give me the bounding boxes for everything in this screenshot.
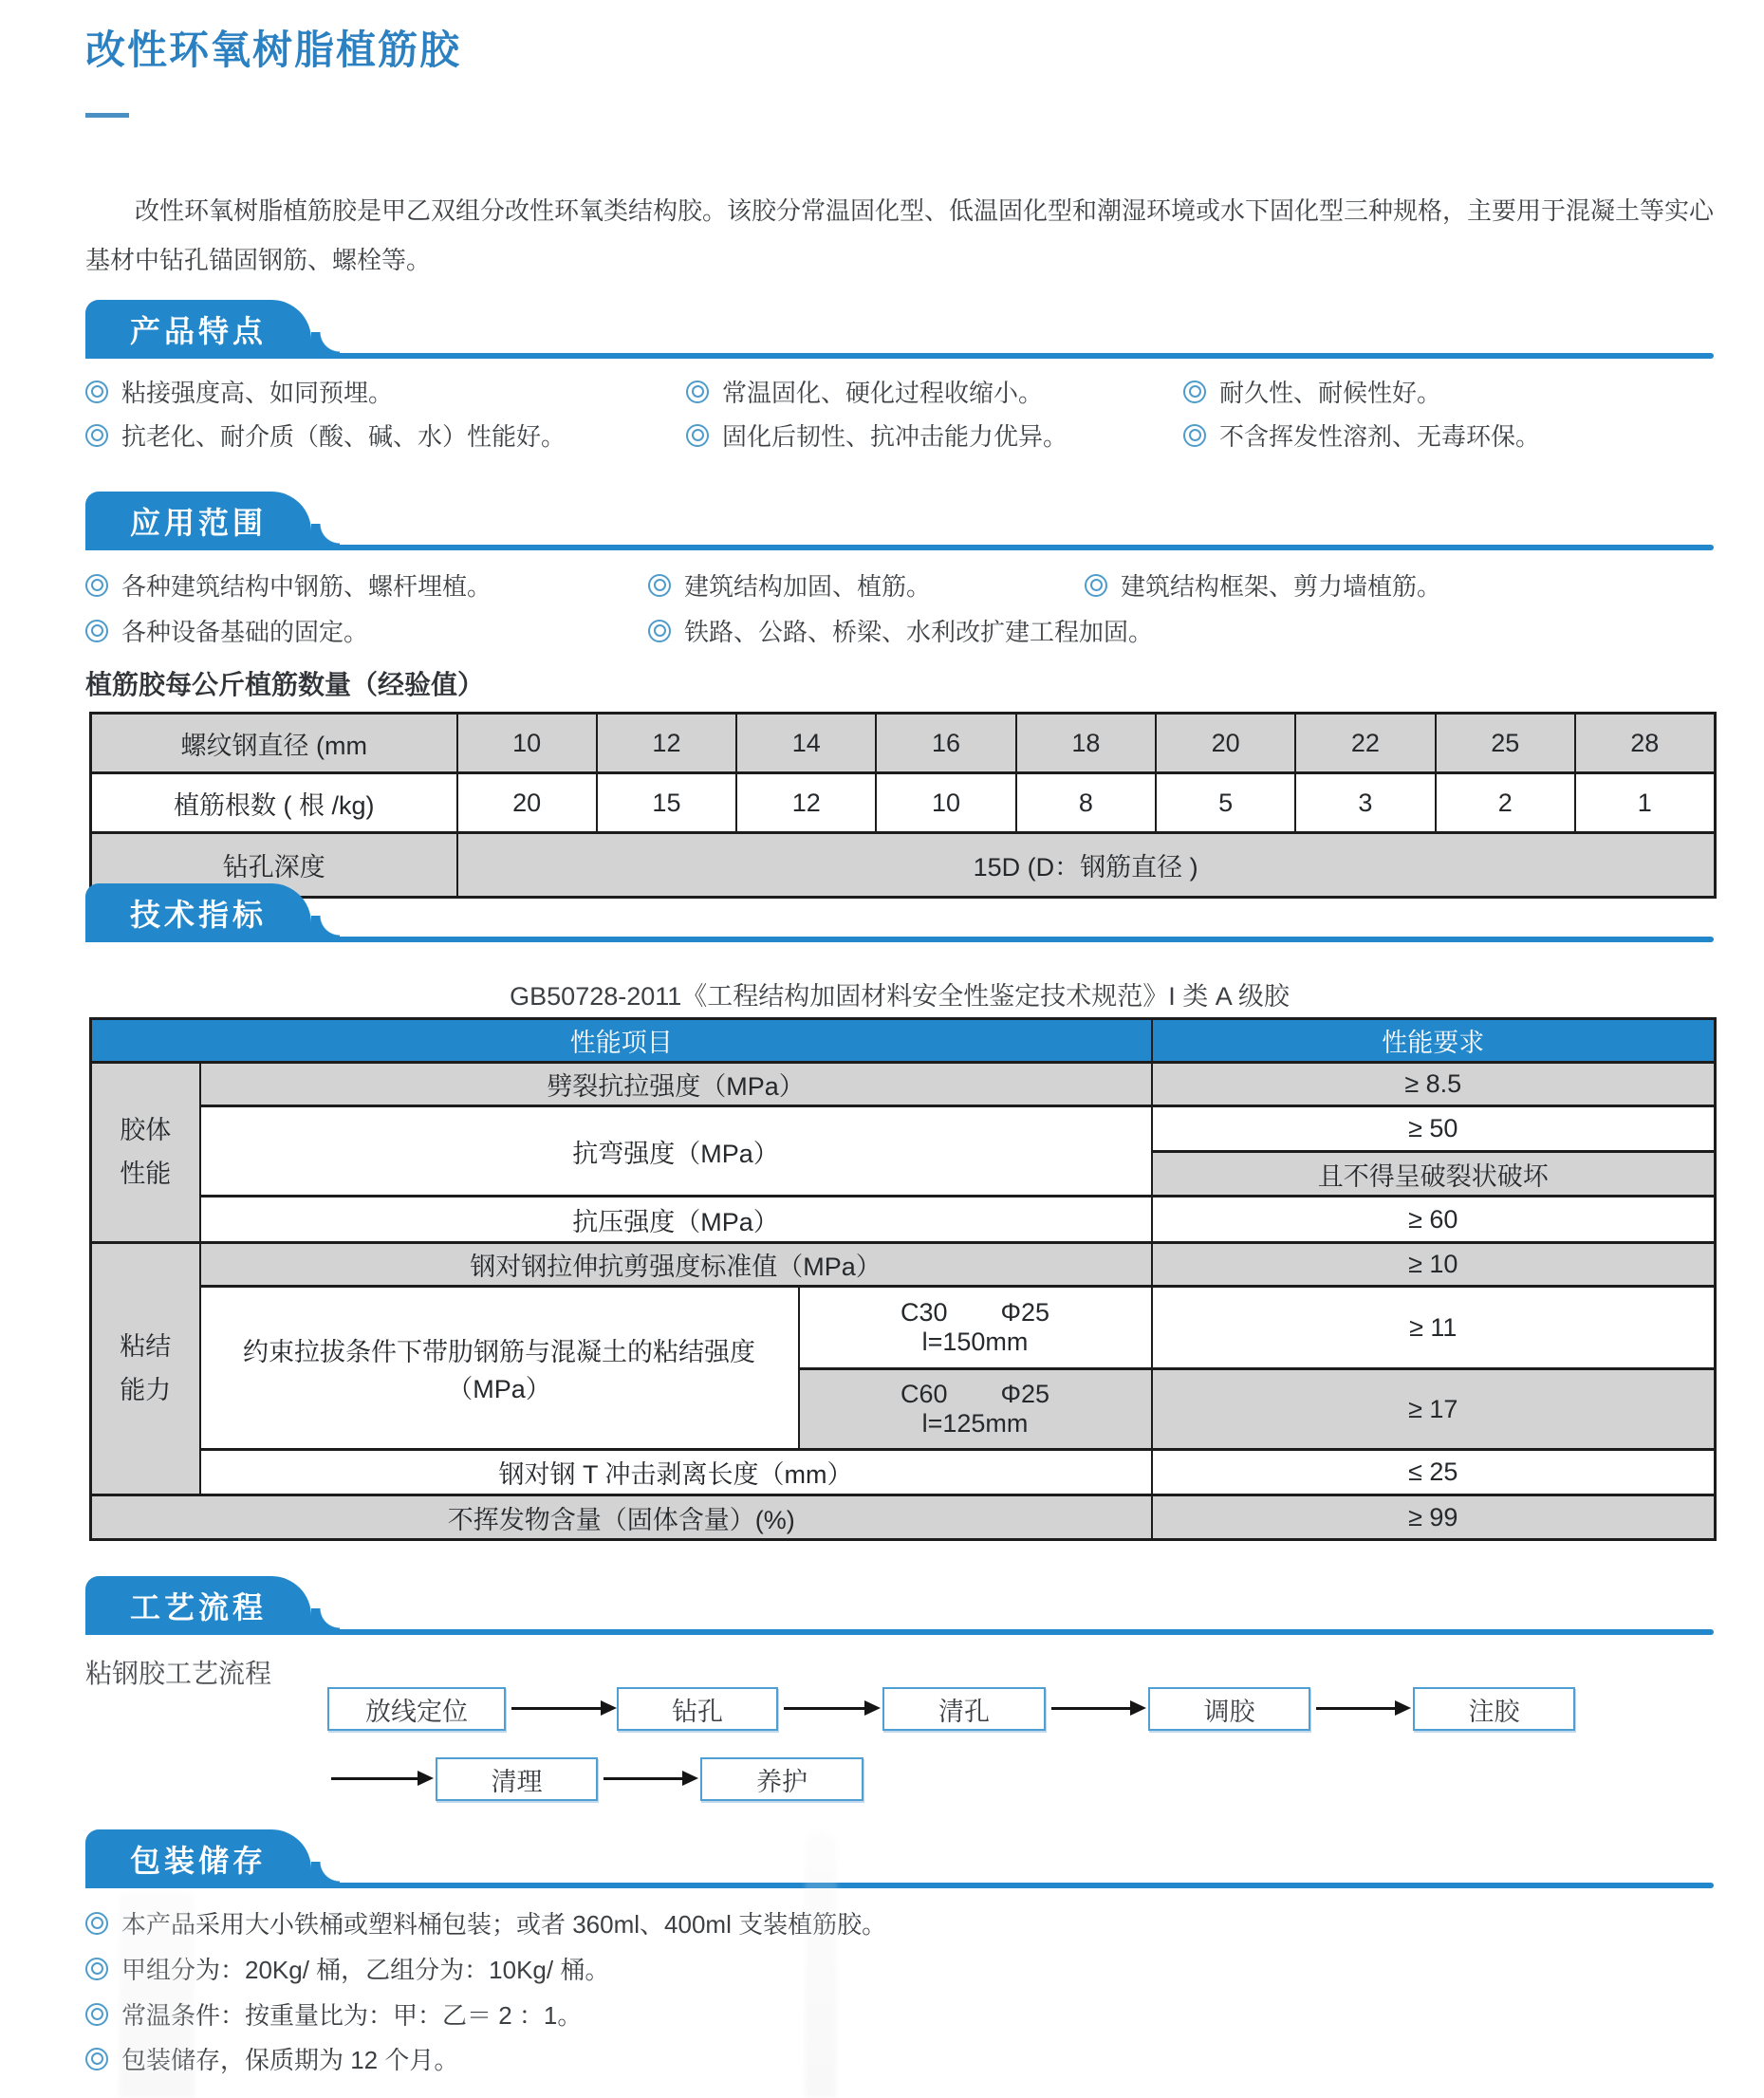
tech-item-cell: 钢对钢拉伸抗剪强度标准值（MPa）: [200, 1243, 1152, 1287]
table-cell: 10: [457, 714, 597, 773]
packaging-text: 包装储存，保质期为 12 个月。: [121, 2046, 459, 2074]
application-item: [648, 613, 1153, 648]
section-heading-applications: [85, 492, 1714, 550]
tech-req-cell: 且不得呈破裂状破坏: [1152, 1152, 1716, 1197]
ring-bullet-icon: [85, 424, 108, 447]
table-cell: 12: [597, 714, 736, 773]
rebar-count-table: [89, 712, 1717, 899]
application-item: [85, 613, 368, 648]
table-row-label: 螺纹钢直径 (mm: [91, 714, 457, 773]
tech-group-cell: [91, 1063, 200, 1243]
section-heading-tech: [85, 883, 1714, 942]
tech-item-cell: 抗弯强度（MPa）: [200, 1106, 1152, 1197]
feature-item: [1183, 418, 1540, 453]
flow-arrow-icon: [784, 1707, 864, 1710]
ring-bullet-icon: [686, 381, 709, 403]
section-heading-features: [85, 300, 1714, 359]
application-text: 建筑结构框架、剪力墙植筋。: [1121, 572, 1442, 601]
cond-grade: C60: [900, 1380, 948, 1408]
packaging-text: 甲组分为：20Kg/ 桶，乙组分为：10Kg/ 桶。: [121, 1956, 610, 1984]
heading-tab: 产品特点: [85, 300, 311, 359]
tech-item-line: 约束拉拔条件下带肋钢筋与混凝土的粘结强度: [243, 1337, 755, 1366]
rebar-table-title: 植筋胶每公斤植筋数量（经验值）: [85, 670, 485, 699]
feature-item: [85, 418, 566, 453]
cond-grade: C30: [900, 1298, 948, 1327]
tech-req-cell: ≥ 11: [1152, 1287, 1716, 1369]
tech-item-cell: 钢对钢 T 冲击剥离长度（mm）: [200, 1450, 1152, 1495]
table-cell: 28: [1575, 714, 1715, 773]
ring-bullet-icon: [85, 2003, 108, 2026]
application-text: 各种建筑结构中钢筋、螺杆埋植。: [121, 572, 492, 601]
flow-step: 清孔: [882, 1687, 1046, 1731]
table-cell: 22: [1295, 714, 1435, 773]
application-text: 铁路、公路、桥梁、水利改扩建工程加固。: [684, 618, 1154, 646]
ring-bullet-icon: [85, 1958, 108, 1980]
section-heading-process: [85, 1576, 1714, 1635]
ring-bullet-icon: [85, 381, 108, 403]
tech-req-cell: ≥ 10: [1152, 1243, 1716, 1287]
tech-cond-cell: [799, 1369, 1152, 1450]
table-cell: 15: [597, 773, 736, 833]
flow-step: 清理: [436, 1757, 598, 1801]
table-cell: 1: [1575, 773, 1715, 833]
cond-line: [806, 1380, 1145, 1409]
intro-paragraph: 改性环氧树脂植筋胶是甲乙双组分改性环氧类结构胶。该胶分常温固化型、低温固化型和潮湿环境或水下固化型三种规格，主要用于混凝土等实心基材中钻孔锚固钢筋、螺栓等。: [85, 196, 1715, 274]
table-cell: 2: [1436, 773, 1575, 833]
ring-bullet-icon: [648, 574, 671, 597]
flow-step: 注胶: [1413, 1687, 1575, 1731]
table-cell: 12: [736, 773, 876, 833]
feature-item: [85, 374, 393, 409]
ring-bullet-icon: [85, 2048, 108, 2070]
standard-note: GB50728-2011《工程结构加固材料安全性鉴定技术规范》I 类 A 级胶: [510, 982, 1290, 1011]
feature-text: 粘接强度高、如同预埋。: [121, 379, 394, 407]
watermark-building: [805, 1831, 837, 2098]
heading-rule: [85, 1629, 1714, 1635]
heading-rule: [85, 545, 1714, 550]
table-cell: 16: [876, 714, 1015, 773]
packaging-text: 常温条件：按重量比为：甲：乙＝ 2 ：1。: [121, 2001, 583, 2030]
table-cell: 10: [876, 773, 1015, 833]
ring-bullet-icon: [1183, 424, 1206, 447]
ring-bullet-icon: [85, 1912, 108, 1935]
application-text: 各种设备基础的固定。: [121, 618, 369, 646]
tech-item-line: （MPa）: [447, 1374, 551, 1403]
heading-tab: 包装储存: [85, 1829, 311, 1888]
ring-bullet-icon: [686, 424, 709, 447]
flow-arrow-icon: [511, 1707, 601, 1710]
table-cell-span: 15D (D：钢筋直径 ): [457, 833, 1716, 898]
feature-item: [1183, 374, 1441, 409]
tech-spec-table: [89, 1017, 1717, 1541]
feature-text: 常温固化、硬化过程收缩小。: [722, 379, 1044, 407]
tech-col-header-item: 性能项目: [91, 1019, 1152, 1063]
heading-rule: [85, 937, 1714, 942]
table-row-label: 钻孔深度: [91, 833, 457, 898]
heading-rule: [85, 353, 1714, 359]
ring-bullet-icon: [85, 574, 108, 597]
tech-group-label: 胶体性能: [120, 1115, 172, 1188]
tech-group-label: 粘结能力: [120, 1331, 172, 1404]
feature-text: 耐久性、耐候性好。: [1219, 379, 1442, 407]
application-item: [648, 567, 931, 603]
table-cell: 5: [1156, 773, 1295, 833]
heading-tab: 技术指标: [85, 883, 311, 942]
tech-item-cell: [200, 1287, 799, 1450]
tech-cond-cell: [799, 1287, 1152, 1369]
tech-item-cell: 劈裂抗拉强度（MPa）: [200, 1063, 1152, 1106]
table-cell: 3: [1295, 773, 1435, 833]
flow-step: 放线定位: [327, 1687, 506, 1731]
flow-subtitle: 粘钢胶工艺流程: [85, 1659, 272, 1688]
table-cell: 18: [1016, 714, 1156, 773]
tech-item-cell: 抗压强度（MPa）: [200, 1197, 1152, 1243]
flow-arrow-icon: [1316, 1707, 1395, 1710]
cond-spec: Φ25: [1000, 1380, 1050, 1408]
tech-req-cell: ≥ 60: [1152, 1197, 1716, 1243]
tech-req-cell: ≤ 25: [1152, 1450, 1716, 1495]
application-text: 建筑结构加固、植筋。: [684, 572, 932, 601]
flow-arrow-icon: [331, 1777, 418, 1780]
application-item: [1085, 567, 1441, 603]
tech-col-header-req: 性能要求: [1152, 1019, 1716, 1063]
tech-req-cell: ≥ 8.5: [1152, 1063, 1716, 1106]
tech-item-cell: 不挥发物含量（固体含量）(%): [91, 1495, 1152, 1540]
ring-bullet-icon: [85, 620, 108, 642]
packaging-item: [85, 1905, 886, 1940]
feature-text: 固化后韧性、抗冲击能力优异。: [722, 422, 1068, 451]
table-cell: 8: [1016, 773, 1156, 833]
flow-step: 钻孔: [617, 1687, 778, 1731]
table-cell: 25: [1436, 714, 1575, 773]
feature-text: 抗老化、耐介质（酸、碱、水）性能好。: [121, 422, 566, 451]
cond-spec: Φ25: [1000, 1298, 1050, 1327]
ring-bullet-icon: [1085, 574, 1107, 597]
cond-length: l=150mm: [921, 1327, 1029, 1356]
feature-text: 不含挥发性溶剂、无毒环保。: [1219, 422, 1541, 451]
packaging-text: 本产品采用大小铁桶或塑料桶包装；或者 360ml、400ml 支装植筋胶。: [121, 1910, 887, 1939]
flow-step: 调胶: [1148, 1687, 1310, 1731]
table-cell: 14: [736, 714, 876, 773]
cond-length: l=125mm: [921, 1409, 1029, 1438]
page-title: 改性环氧树脂植筋胶: [85, 28, 462, 72]
ring-bullet-icon: [1183, 381, 1206, 403]
title-underline-dash: [85, 113, 129, 118]
tech-req-cell: ≥ 17: [1152, 1369, 1716, 1450]
heading-tab: 工艺流程: [85, 1576, 311, 1635]
heading-tab: 应用范围: [85, 492, 311, 550]
flow-arrow-icon: [603, 1777, 682, 1780]
cond-line: [806, 1298, 1145, 1327]
tech-group-cell: [91, 1243, 200, 1495]
table-cell: 20: [1156, 714, 1295, 773]
ring-bullet-icon: [648, 620, 671, 642]
tech-req-cell: ≥ 50: [1152, 1106, 1716, 1152]
tech-req-cell: ≥ 99: [1152, 1495, 1716, 1540]
table-row-label: 植筋根数 ( 根 /kg): [91, 773, 457, 833]
table-cell: 20: [457, 773, 597, 833]
flow-step: 养护: [700, 1757, 863, 1801]
watermark-building: [119, 1893, 195, 2098]
feature-item: [686, 418, 1068, 453]
flow-arrow-icon: [1051, 1707, 1130, 1710]
application-item: [85, 567, 492, 603]
feature-item: [686, 374, 1043, 409]
heading-rule: [85, 1883, 1714, 1888]
section-heading-packaging: [85, 1829, 1714, 1888]
